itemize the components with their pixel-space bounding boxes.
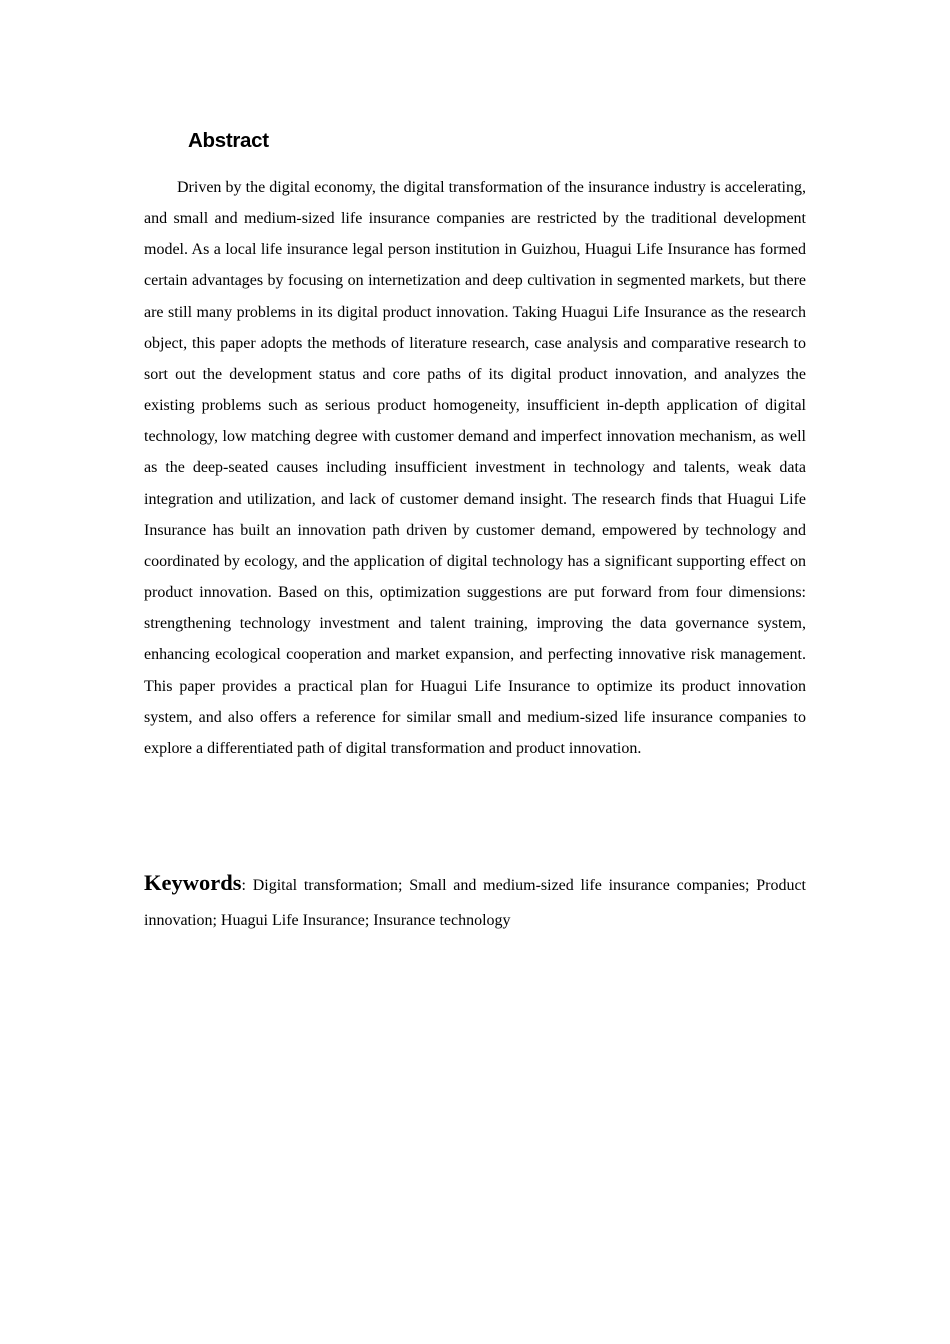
abstract-heading: Abstract: [188, 129, 269, 152]
keywords-separator: :: [241, 877, 253, 894]
abstract-body: Driven by the digital economy, the digital transformation of the insurance industry is accelerating, and small and medium-sized life insurance companies are restricted by the traditional development model. As a local life insurance legal person institution in Guizhou, Huagui Life Insurance has formed certain advantages by focusing on internetization and deep cultivation in segmented markets, but there are still many problems in its digital product innovation. Taking Huagui Life Insurance as the research object, this paper adopts the methods of literature research, case analysis and comparative research to sort out the development status and core paths of its digital product innovation, and analyzes the existing problems such as serious product homogeneity, insufficient in-depth application of digital technology, low matching degree with customer demand and imperfect innovation mechanism, as well as the deep-seated causes including insufficient investment in technology and talents, weak data integration and utilization, and lack of customer demand insight. The research finds that Huagui Life Insurance has built an innovation path driven by customer demand, empowered by technology and coordinated by ecology, and the application of digital technology has a significant supporting effect on product innovation. Based on this, optimization suggestions are put forward from four dimensions: strengthening technology investment and talent training, improving the data governance system, enhancing ecological cooperation and market expansion, and perfecting innovative risk management. This paper provides a practical plan for Huagui Life Insurance to optimize its product innovation system, and also offers a reference for similar small and medium-sized life insurance companies to explore a differentiated path of digital transformation and product innovation.: [144, 179, 806, 757]
keywords-text: Digital transformation; Small and medium-sized life insurance companies; Product innovation; Huagui Life Insurance; Insurance technology: [144, 877, 806, 929]
keywords-paragraph: [144, 865, 806, 938]
keywords-label: Keywords: [144, 870, 242, 895]
